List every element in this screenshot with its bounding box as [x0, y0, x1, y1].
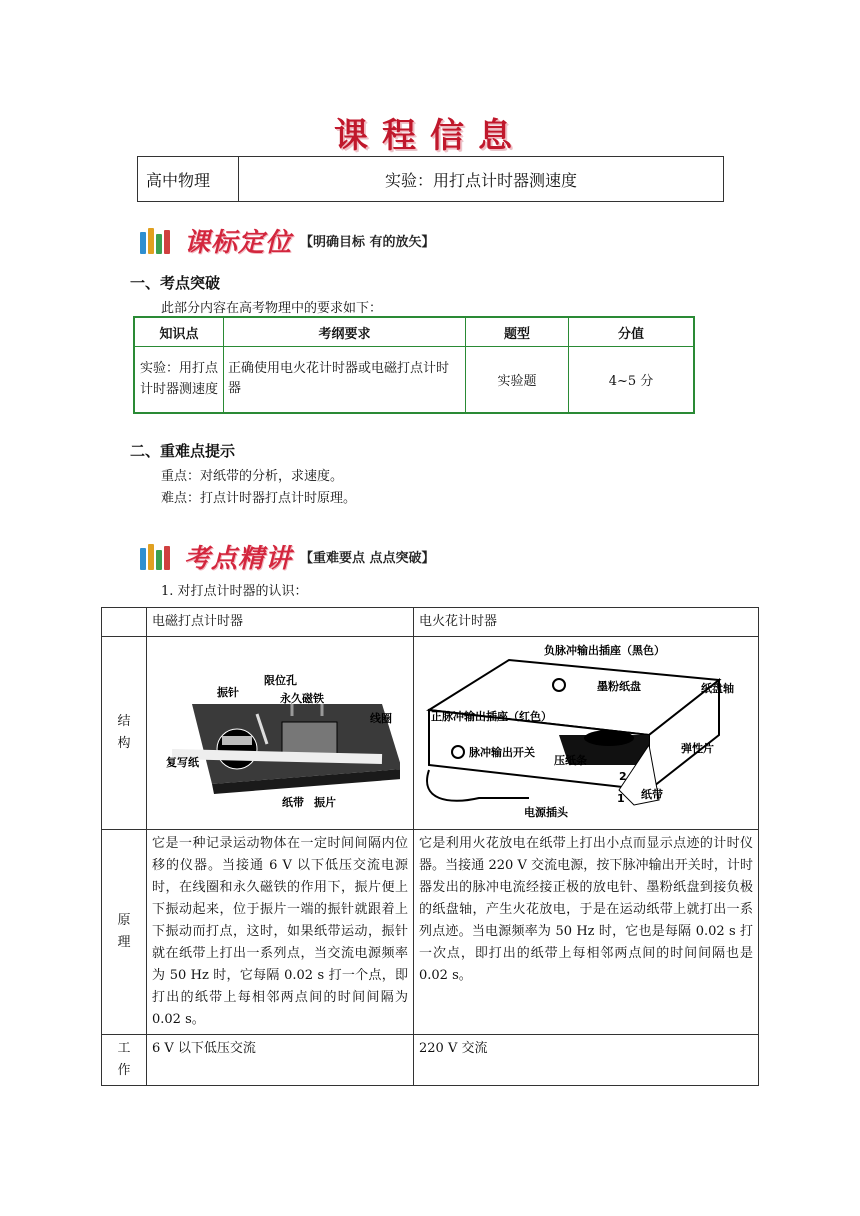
row-label: 原理 [102, 830, 147, 1035]
banner-title: 课标定位 [184, 228, 293, 258]
diagram-label: 1 [617, 792, 625, 805]
diagram-label: 线圈 [370, 712, 392, 725]
section-intro: 此部分内容在高考物理中的要求如下： [161, 301, 383, 316]
diagram-label: 纸带 [641, 788, 663, 801]
table-header: 知识点 [134, 317, 224, 347]
banner-subtitle: 【明确目标 有的放矢】 [300, 235, 435, 250]
diagram-label: 振针 [217, 686, 239, 699]
page-title: 课程信息 [334, 116, 526, 156]
subject-cell: 高中物理 [138, 157, 239, 201]
column-header: 电火花计时器 [414, 608, 759, 637]
table-header: 考纲要求 [224, 317, 466, 347]
key-point: 重点：对纸带的分析，求速度。 [161, 469, 344, 484]
diagram-label: 负脉冲输出插座（黑色） [544, 644, 665, 657]
principle-em-cell: 它是一种记录运动物体在一定时间间隔内位移的仪器。当接通 6 V 以下低压交流电源时，在线圈和永久磁铁的作用下，振片便上下振动起来，位于振片一端的振针就跟着上下振动而打点，这时，如果纸带运动，振针就在纸带上打出一系列点，当交流电源频率为 50 Hz 时，它每隔 0.02 s 打一个点，即打出的纸带上每相邻两点间的时间间隔为 0.02 s。 [147, 830, 414, 1035]
em-timer-diagram-cell [147, 637, 414, 830]
books-icon [140, 544, 176, 570]
work-spark-cell: 220 V 交流 [414, 1035, 759, 1086]
banner-subtitle: 【重难要点 点点突破】 [300, 551, 435, 566]
diagram-label: 墨粉纸盘 [597, 680, 641, 693]
banner-keypoints [140, 538, 435, 575]
diagram-label: 永久磁铁 [280, 692, 324, 705]
row-label: 工作 [102, 1035, 147, 1086]
exam-requirements-table [133, 316, 695, 414]
table-cell: 正确使用电火花计时器或电磁打点计时器 [224, 347, 466, 413]
table-header: 分值 [569, 317, 695, 347]
table-header: 题型 [466, 317, 569, 347]
work-em-cell: 6 V 以下低压交流 [147, 1035, 414, 1086]
corner-cell [102, 608, 147, 637]
diagram-label: 正脉冲输出插座（红色） [431, 710, 552, 723]
spark-timer-diagram [419, 640, 749, 818]
section-heading: 二、重难点提示 [130, 442, 236, 460]
row-label: 结构 [102, 637, 147, 830]
column-header: 电磁打点计时器 [147, 608, 414, 637]
table-cell: 实验：用打点计时器测速度 [134, 347, 224, 413]
diagram-label: 纸盘轴 [701, 682, 734, 695]
diagram-label: 脉冲输出开关 [469, 746, 535, 759]
em-timer-diagram [152, 644, 400, 814]
difficult-point: 难点：打点计时器打点计时原理。 [161, 491, 357, 506]
table-cell: 4~5 分 [569, 347, 695, 413]
diagram-label: 复写纸 [166, 756, 199, 769]
section-heading: 一、考点突破 [130, 274, 221, 292]
spark-timer-diagram-cell [414, 637, 759, 830]
table-cell: 实验题 [466, 347, 569, 413]
course-info-table [137, 156, 724, 202]
diagram-label: 纸带 [282, 796, 304, 809]
diagram-label: 2 [619, 770, 627, 783]
timer-comparison-table [101, 607, 759, 1086]
item-heading: 1. 对打点计时器的认识： [161, 584, 308, 599]
diagram-label: 振片 [314, 796, 336, 809]
diagram-label: 限位孔 [264, 674, 297, 687]
principle-spark-cell: 它是利用火花放电在纸带上打出小点而显示点迹的计时仪器。当接通 220 V 交流电源，按下脉冲输出开关时，计时器发出的脉冲电流经接正极的放电针、墨粉纸盘到接负极的纸盘轴，产生火花放电，于是在运动纸带上就打出一系列点迹。当电源频率为 50 Hz 时，它也是每隔 0.02 s 打一次点，即打出的纸带上每相邻两点间的时间间隔也是 0.02 s。 [414, 830, 759, 1035]
banner-title: 考点精讲 [184, 544, 293, 574]
topic-cell: 实验：用打点计时器测速度 [384, 170, 577, 190]
diagram-label: 压纸条 [554, 754, 587, 767]
banner-standards [140, 222, 435, 259]
books-icon [140, 228, 176, 254]
diagram-label: 电源插头 [524, 806, 568, 818]
diagram-label: 弹性片 [681, 742, 714, 755]
